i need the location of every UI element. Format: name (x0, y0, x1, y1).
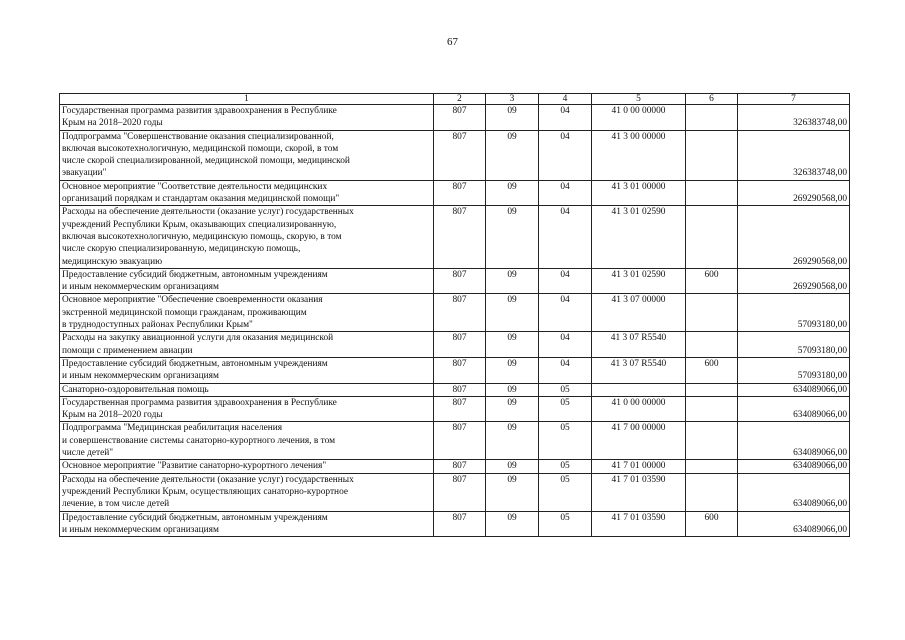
table-row (60, 460, 850, 473)
code-cell-4-text: 05 (560, 461, 570, 472)
amount-cell (738, 460, 850, 473)
code-cell-6 (686, 511, 738, 537)
code-cell-2-text: 807 (452, 207, 467, 218)
code-cell-3 (486, 383, 539, 396)
code-cell-4 (539, 206, 592, 268)
row-name-cell (60, 357, 434, 383)
code-cell-3-text: 09 (507, 358, 517, 369)
code-cell-2-text: 807 (452, 131, 467, 142)
table-body (60, 105, 850, 537)
code-cell-4 (539, 332, 592, 358)
code-cell-2-text: 807 (452, 397, 467, 408)
amount-cell (738, 105, 850, 131)
code-cell-2 (434, 422, 486, 460)
code-cell-6 (686, 206, 738, 268)
row-name-cell (60, 511, 434, 537)
code-cell-4 (539, 105, 592, 131)
amount-cell (738, 383, 850, 396)
row-name-cell (60, 396, 434, 422)
amount-cell (738, 357, 850, 383)
code-cell-5-text: 41 3 07 R5540 (610, 333, 667, 344)
code-cell-2 (434, 332, 486, 358)
code-cell-3 (486, 130, 539, 180)
amount-cell (738, 473, 850, 511)
code-cell-6 (686, 357, 738, 383)
code-cell-3-text: 09 (507, 512, 517, 523)
code-cell-5 (592, 396, 686, 422)
table-row (60, 268, 850, 294)
budget-table (59, 93, 850, 537)
table-row (60, 130, 850, 180)
amount-cell-text: 326383748,00 (793, 168, 847, 179)
code-cell-4-text: 04 (560, 269, 570, 280)
code-cell-4-text: 05 (560, 384, 570, 395)
code-cell-6 (686, 332, 738, 358)
code-cell-5-text: 41 0 00 00000 (611, 397, 666, 408)
amount-cell-text: 269290568,00 (793, 282, 847, 293)
amount-cell-text: 57093180,00 (797, 371, 847, 382)
row-name-cell (60, 460, 434, 473)
code-cell-4 (539, 130, 592, 180)
row-name-cell-text: Расходы на закупку авиационной услуги для оказания медицинской помощи с применением авиации (62, 333, 334, 356)
code-cell-4 (539, 460, 592, 473)
row-name-cell-text: Предоставление субсидий бюджетным, автономным учреждениям и иным некоммерческим организациям (62, 512, 328, 535)
code-cell-5 (592, 180, 686, 206)
code-cell-4 (539, 422, 592, 460)
code-cell-6-text: 600 (704, 512, 719, 523)
code-cell-4-text: 05 (560, 474, 570, 485)
table-row (60, 383, 850, 396)
code-cell-4 (539, 294, 592, 332)
code-cell-5 (592, 422, 686, 460)
row-name-cell (60, 473, 434, 511)
code-cell-5-text: 41 7 01 03590 (611, 512, 666, 523)
code-cell-4-text: 04 (560, 295, 570, 306)
row-name-cell-text: Санаторно-оздоровительная помощь (62, 384, 209, 395)
table-row (60, 396, 850, 422)
code-cell-2 (434, 383, 486, 396)
code-cell-2 (434, 294, 486, 332)
code-cell-5-text: 41 7 01 00000 (611, 461, 666, 472)
page-number: 67 (447, 36, 458, 48)
row-name-cell (60, 130, 434, 180)
code-cell-3-text: 09 (507, 131, 517, 142)
row-name-cell-text: Расходы на обеспечение деятельности (оказание услуг) государственных учреждений Республики Крым, осуществляющих санаторно-курортное лечение, в том числе детей (62, 474, 354, 510)
amount-cell (738, 511, 850, 537)
code-cell-4 (539, 383, 592, 396)
code-cell-3 (486, 294, 539, 332)
row-name-cell (60, 180, 434, 206)
amount-cell-text: 634089066,00 (793, 384, 847, 395)
row-name-cell-text: Основное мероприятие "Развитие санаторно-курортного лечения" (62, 461, 327, 472)
amount-cell (738, 422, 850, 460)
code-cell-4 (539, 268, 592, 294)
col-header: 7 (738, 94, 850, 105)
code-cell-2 (434, 396, 486, 422)
code-cell-5 (592, 105, 686, 131)
code-cell-3 (486, 206, 539, 268)
code-cell-6 (686, 294, 738, 332)
code-cell-3-text: 09 (507, 384, 517, 395)
code-cell-5-text: 41 7 00 00000 (611, 423, 666, 434)
code-cell-5-text: 41 7 01 03590 (611, 474, 666, 485)
code-cell-2-text: 807 (452, 106, 467, 116)
row-name-cell-text: Предоставление субсидий бюджетным, автономным учреждениям и иным некоммерческим организациям (62, 269, 328, 293)
code-cell-4 (539, 511, 592, 537)
amount-cell (738, 396, 850, 422)
code-cell-2-text: 807 (452, 295, 467, 306)
code-cell-3 (486, 422, 539, 460)
code-cell-5-text: 41 3 07 00000 (611, 295, 666, 306)
code-cell-5-text: 41 3 01 00000 (611, 181, 666, 192)
amount-cell (738, 180, 850, 206)
code-cell-5 (592, 294, 686, 332)
code-cell-2-text: 807 (452, 423, 467, 434)
table-row (60, 105, 850, 131)
code-cell-3 (486, 460, 539, 473)
code-cell-5 (592, 130, 686, 180)
amount-cell (738, 294, 850, 332)
code-cell-5-text: 41 3 07 R5540 (610, 358, 667, 369)
row-name-cell-text: Расходы на обеспечение деятельности (оказание услуг) государственных учреждений Республики Крым, оказывающих специализированную, включая высокотехнологичную, медицинскую помощь, скорую, в том числе скорую специализированную, медицинскую помощь, медицинскую эвакуацию (62, 207, 354, 267)
row-name-cell (60, 383, 434, 396)
code-cell-5-text: 41 3 00 00000 (611, 131, 666, 142)
code-cell-2-text: 807 (452, 358, 467, 369)
code-cell-6 (686, 383, 738, 396)
code-cell-5 (592, 511, 686, 537)
code-cell-5 (592, 332, 686, 358)
row-name-cell-text: Подпрограмма "Совершенствование оказания специализированной, включая высокотехнологичную, медицинской помощи, скорой, в том числе скорой специализированной, медицинской помощи, медицинской эвакуации" (62, 131, 350, 179)
code-cell-6 (686, 473, 738, 511)
code-cell-4-text: 04 (560, 131, 570, 142)
row-name-cell (60, 206, 434, 268)
code-cell-6 (686, 105, 738, 131)
table-row (60, 357, 850, 383)
amount-cell (738, 332, 850, 358)
code-cell-5 (592, 383, 686, 396)
row-name-cell-text: Основное мероприятие "Обеспечение своевременности оказания экстренной медицинской помощи гражданам, проживающим в труднодоступных районах Республики Крым" (62, 295, 323, 331)
code-cell-2 (434, 268, 486, 294)
code-cell-4-text: 05 (560, 397, 570, 408)
code-cell-3 (486, 268, 539, 294)
code-cell-3 (486, 357, 539, 383)
code-cell-4-text: 05 (560, 423, 570, 434)
code-cell-3 (486, 396, 539, 422)
table-row (60, 206, 850, 268)
row-name-cell-text: Подпрограмма "Медицинская реабилитация населения и совершенствование системы санаторно-курортного лечения, в том числе детей" (62, 423, 336, 459)
code-cell-5-text: 41 0 00 00000 (611, 106, 666, 116)
code-cell-4 (539, 396, 592, 422)
amount-cell-text: 326383748,00 (793, 118, 847, 129)
code-cell-3-text: 09 (507, 269, 517, 280)
amount-cell (738, 130, 850, 180)
table-row (60, 294, 850, 332)
code-cell-2-text: 807 (452, 333, 467, 344)
code-cell-3 (486, 511, 539, 537)
code-cell-4-text: 05 (560, 512, 570, 523)
code-cell-2 (434, 511, 486, 537)
amount-cell-text: 269290568,00 (793, 194, 847, 205)
col-header: 2 (434, 94, 486, 105)
code-cell-6-text: 600 (704, 269, 719, 280)
row-name-cell (60, 268, 434, 294)
code-cell-6-text: 600 (704, 358, 719, 369)
code-cell-6 (686, 422, 738, 460)
code-cell-2 (434, 130, 486, 180)
code-cell-6 (686, 396, 738, 422)
amount-cell-text: 634089066,00 (793, 524, 847, 535)
table-row (60, 511, 850, 537)
code-cell-5 (592, 460, 686, 473)
code-cell-2 (434, 473, 486, 511)
code-cell-6 (686, 130, 738, 180)
code-cell-4-text: 04 (560, 333, 570, 344)
code-cell-4-text: 04 (560, 106, 570, 116)
row-name-cell (60, 332, 434, 358)
code-cell-3 (486, 332, 539, 358)
table-row (60, 473, 850, 511)
code-cell-2 (434, 460, 486, 473)
code-cell-5 (592, 268, 686, 294)
row-name-cell-text: Государственная программа развития здравоохранения в Республике Крым на 2018–2020 годы (62, 397, 337, 421)
code-cell-3-text: 09 (507, 106, 517, 116)
row-name-cell-text: Основное мероприятие "Соответствие деятельности медицинских организаций порядкам и стандартам оказания медицинской помощи" (62, 181, 340, 205)
code-cell-6 (686, 268, 738, 294)
code-cell-5 (592, 473, 686, 511)
code-cell-4-text: 04 (560, 207, 570, 218)
code-cell-5 (592, 206, 686, 268)
code-cell-2-text: 807 (452, 269, 467, 280)
amount-cell (738, 206, 850, 268)
code-cell-2-text: 807 (452, 384, 467, 395)
col-header: 1 (60, 94, 434, 105)
code-cell-3-text: 09 (507, 295, 517, 306)
code-cell-2 (434, 206, 486, 268)
code-cell-2-text: 807 (452, 474, 467, 485)
row-name-cell (60, 422, 434, 460)
col-header: 6 (686, 94, 738, 105)
amount-cell-text: 57093180,00 (797, 320, 847, 331)
code-cell-5 (592, 357, 686, 383)
code-cell-5-text: 41 3 01 02590 (611, 269, 666, 280)
code-cell-3 (486, 180, 539, 206)
code-cell-2 (434, 180, 486, 206)
amount-cell-text: 57093180,00 (797, 345, 847, 356)
code-cell-4 (539, 180, 592, 206)
col-header: 3 (486, 94, 539, 105)
amount-cell-text: 634089066,00 (793, 410, 847, 421)
code-cell-3-text: 09 (507, 461, 517, 472)
amount-cell-text: 634089066,00 (793, 499, 847, 510)
amount-cell-text: 634089066,00 (793, 461, 847, 472)
row-name-cell (60, 105, 434, 131)
table-row (60, 422, 850, 460)
code-cell-2-text: 807 (452, 181, 467, 192)
code-cell-3-text: 09 (507, 474, 517, 485)
code-cell-4 (539, 473, 592, 511)
amount-cell-text: 269290568,00 (793, 256, 847, 267)
code-cell-6 (686, 180, 738, 206)
code-cell-3-text: 09 (507, 423, 517, 434)
amount-cell-text: 634089066,00 (793, 448, 847, 459)
code-cell-2-text: 807 (452, 512, 467, 523)
amount-cell (738, 268, 850, 294)
code-cell-2 (434, 357, 486, 383)
row-name-cell-text: Государственная программа развития здравоохранения в Республике Крым на 2018–2020 годы (62, 106, 337, 129)
row-name-cell (60, 294, 434, 332)
code-cell-3 (486, 105, 539, 131)
code-cell-3-text: 09 (507, 397, 517, 408)
code-cell-5-text: 41 3 01 02590 (611, 207, 666, 218)
code-cell-3-text: 09 (507, 333, 517, 344)
code-cell-2 (434, 105, 486, 131)
table-row (60, 332, 850, 358)
code-cell-2-text: 807 (452, 461, 467, 472)
header-row (60, 94, 850, 105)
col-header: 5 (592, 94, 686, 105)
table-row (60, 180, 850, 206)
col-header: 4 (539, 94, 592, 105)
code-cell-4 (539, 357, 592, 383)
code-cell-3 (486, 473, 539, 511)
code-cell-6 (686, 460, 738, 473)
code-cell-4-text: 04 (560, 181, 570, 192)
code-cell-3-text: 09 (507, 181, 517, 192)
code-cell-3-text: 09 (507, 207, 517, 218)
code-cell-4-text: 04 (560, 358, 570, 369)
row-name-cell-text: Предоставление субсидий бюджетным, автономным учреждениям и иным некоммерческим организациям (62, 358, 328, 382)
